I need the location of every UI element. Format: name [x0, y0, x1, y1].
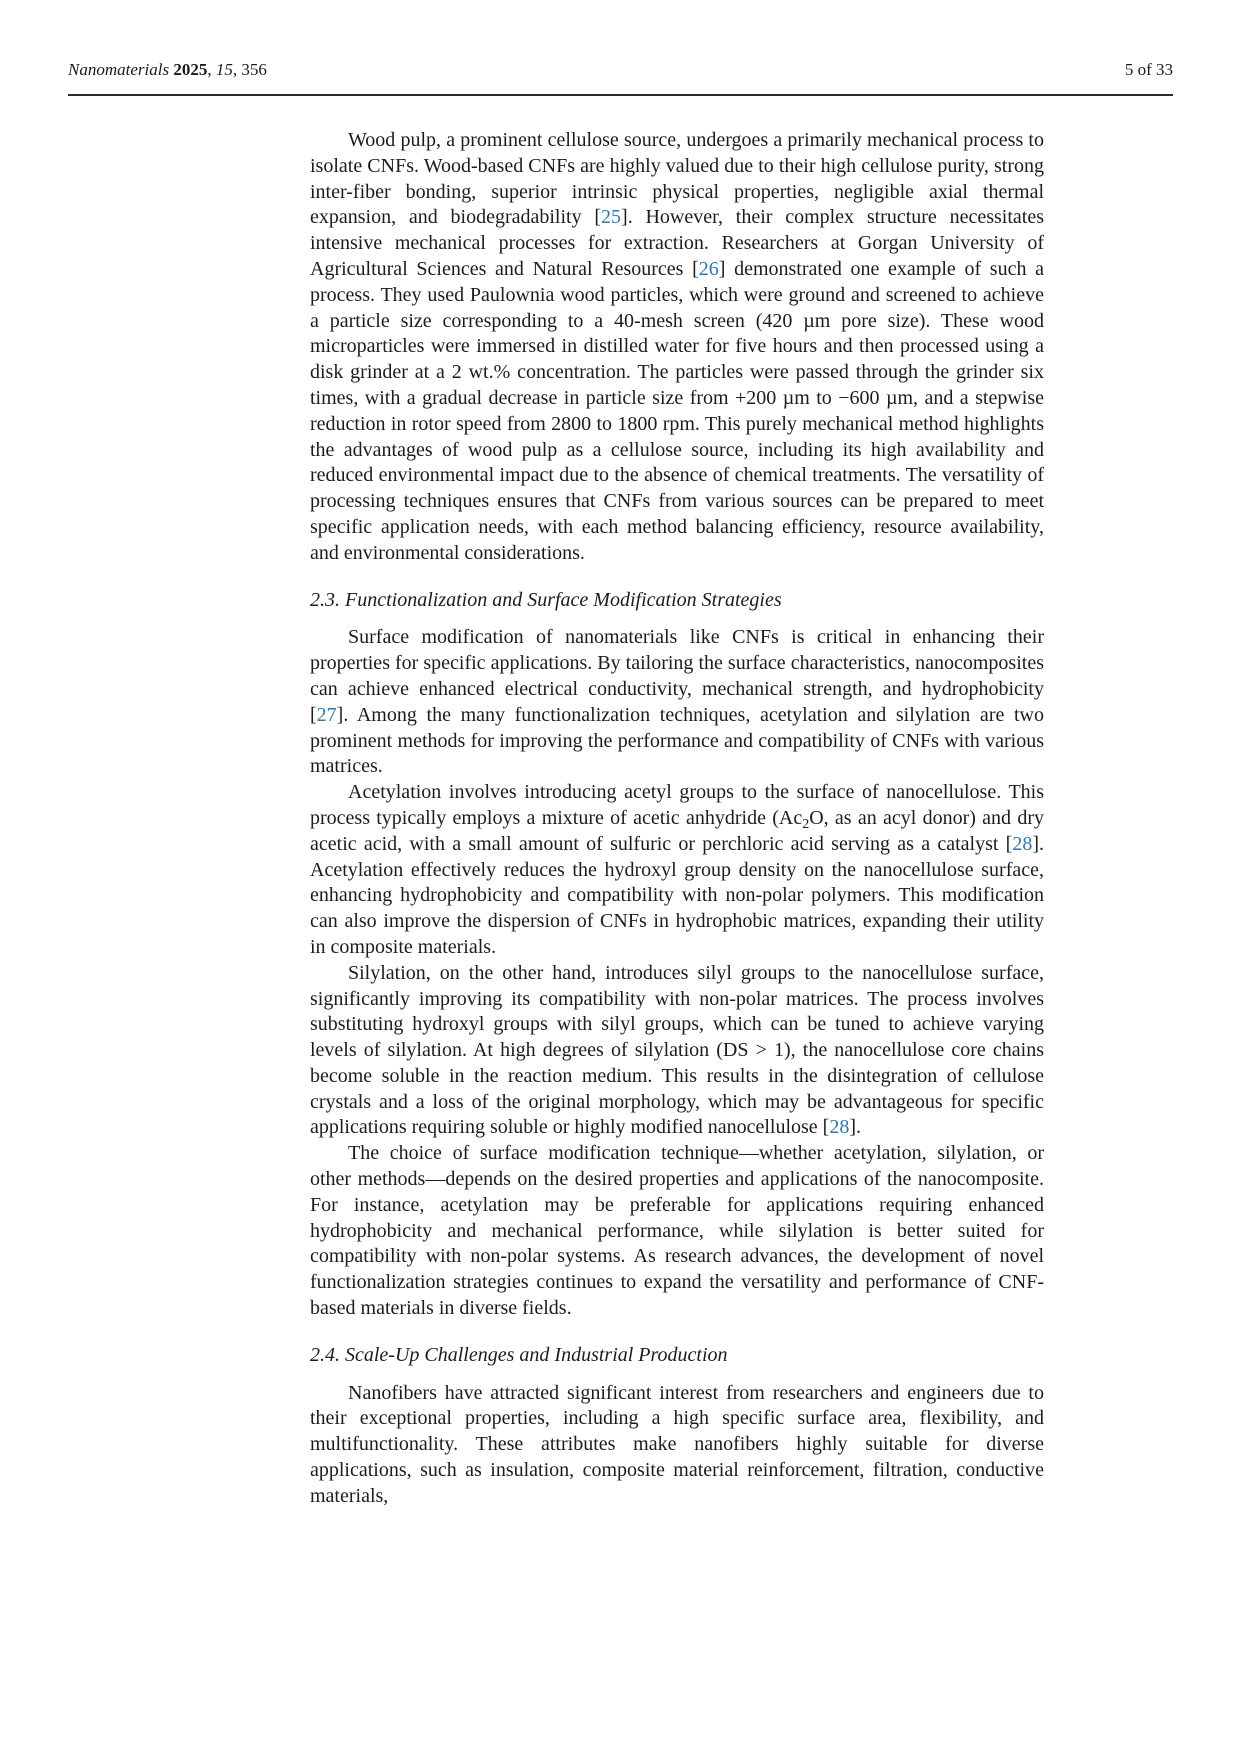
page-number: 5 of 33 — [1124, 60, 1173, 79]
journal-citation-run: 15 — [215, 60, 233, 79]
paragraph: Acetylation involves introducing acetyl groups to the surface of nanocellulose. This process typically employs a mixture of acetic anhydride ($Ac_2O$, as an acyl donor) and dry acetic acid, with a small amount of sulfuric or perchloric acid serving as a catalyst [28]. Acetylation effectively reduces the hydroxyl group density on the nanocellulose surface, enhancing hydrophobicity and compatibility with non-polar polymers. This modification can also improve the dispersion of CNFs in hydrophobic matrices, expanding their utility in composite materials. — [310, 781, 1044, 958]
paragraph: The choice of surface modification technique—whether acetylation, silylation, or other methods—depends on the desired properties and applications of the nanocomposite. For instance, acetylation may be preferable for applications requiring enhanced hydrophobicity and mechanical performance, while silylation is better suited for compatibility with non-polar systems. As research advances, the development of novel functionalization strategies continues to expand the versatility and performance of CNF-based materials in diverse fields. — [310, 1142, 1044, 1320]
page-header — [68, 60, 1173, 80]
journal-citation-run: Nanomaterials — [68, 60, 174, 79]
subscript-text: 2 — [802, 816, 810, 832]
paragraph: Nanofibers have attracted significant interest from researchers and engineers due to their exceptional properties, including a high specific surface area, flexibility, and multifunctionality. These attributes make nanofibers highly suitable for diverse applications, such as insulation, composite material reinforcement, filtration, conductive materials, — [310, 1381, 1044, 1507]
journal-citation-run: , — [207, 60, 216, 79]
citation-link[interactable]: 28 — [829, 1116, 850, 1139]
citation-link[interactable]: 28 — [1012, 832, 1033, 855]
paragraph: Wood pulp, a prominent cellulose source, undergoes a primarily mechanical process to isolate CNFs. Wood-based CNFs are highly valued due to their high cellulose purity, strong inter-fiber bonding, superior intrinsic physical properties, negligible axial thermal expansion, and biodegradability [25]. However, their complex structure necessitates intensive mechanical processes for extraction. Researchers at Gorgan University of Agricultural Sciences and Natural Resources [26] demonstrated one example of such a process. They used Paulownia wood particles, which were ground and screened to achieve a particle size corresponding to a 40-mesh screen (420 µm pore size). These wood microparticles were immersed in distilled water for five hours and then processed using a disk grinder at a 2 wt.% concentration. The particles were passed through the grinder six times, with a gradual decrease in particle size from +200 µm to −600 µm, and a stepwise reduction in rotor speed from 2800 to 1800 rpm. This purely mechanical method highlights the advantages of wood pulp as a cellulose source, including its high availability and reduced environmental impact due to the absence of chemical treatments. The versatility of processing techniques ensures that CNFs from various sources can be prepared to meet specific application needs, with each method balancing efficiency, resource availability, and environmental considerations. — [310, 129, 1044, 564]
article-body — [310, 128, 1044, 1510]
section-heading: 2.3. Functionalization and Surface Modification Strategies — [310, 588, 782, 611]
journal-citation-run: , 356 — [232, 60, 267, 79]
paragraph: Surface modification of nanomaterials like CNFs is critical in enhancing their properties for specific applications. By tailoring the surface characteristics, nanocomposites can achieve enhanced electrical conductivity, mechanical strength, and hydrophobicity [27]. Among the many functionalization techniques, acetylation and silylation are two prominent methods for improving the performance and compatibility of CNFs with various matrices. — [310, 626, 1044, 778]
citation-link[interactable]: 27 — [316, 703, 337, 726]
section-heading: 2.4. Scale-Up Challenges and Industrial Production — [310, 1343, 728, 1366]
citation-link[interactable]: 26 — [698, 257, 719, 280]
citation-link[interactable]: 25 — [601, 206, 622, 229]
paragraph: Silylation, on the other hand, introduces silyl groups to the nanocellulose surface, significantly improving its compatibility with non-polar matrices. The process involves substituting hydroxyl groups with silyl groups, which can be tuned to achieve varying levels of silylation. At high degrees of silylation (DS > 1), the nanocellulose core chains become soluble in the reaction medium. This results in the disintegration of cellulose crystals and a loss of the original morphology, which may be advantageous for specific applications requiring soluble or highly modified nanocellulose [28]. — [310, 961, 1044, 1139]
journal-citation — [68, 60, 267, 80]
journal-citation-run: 2025 — [173, 60, 208, 79]
header-rule — [68, 94, 1173, 96]
